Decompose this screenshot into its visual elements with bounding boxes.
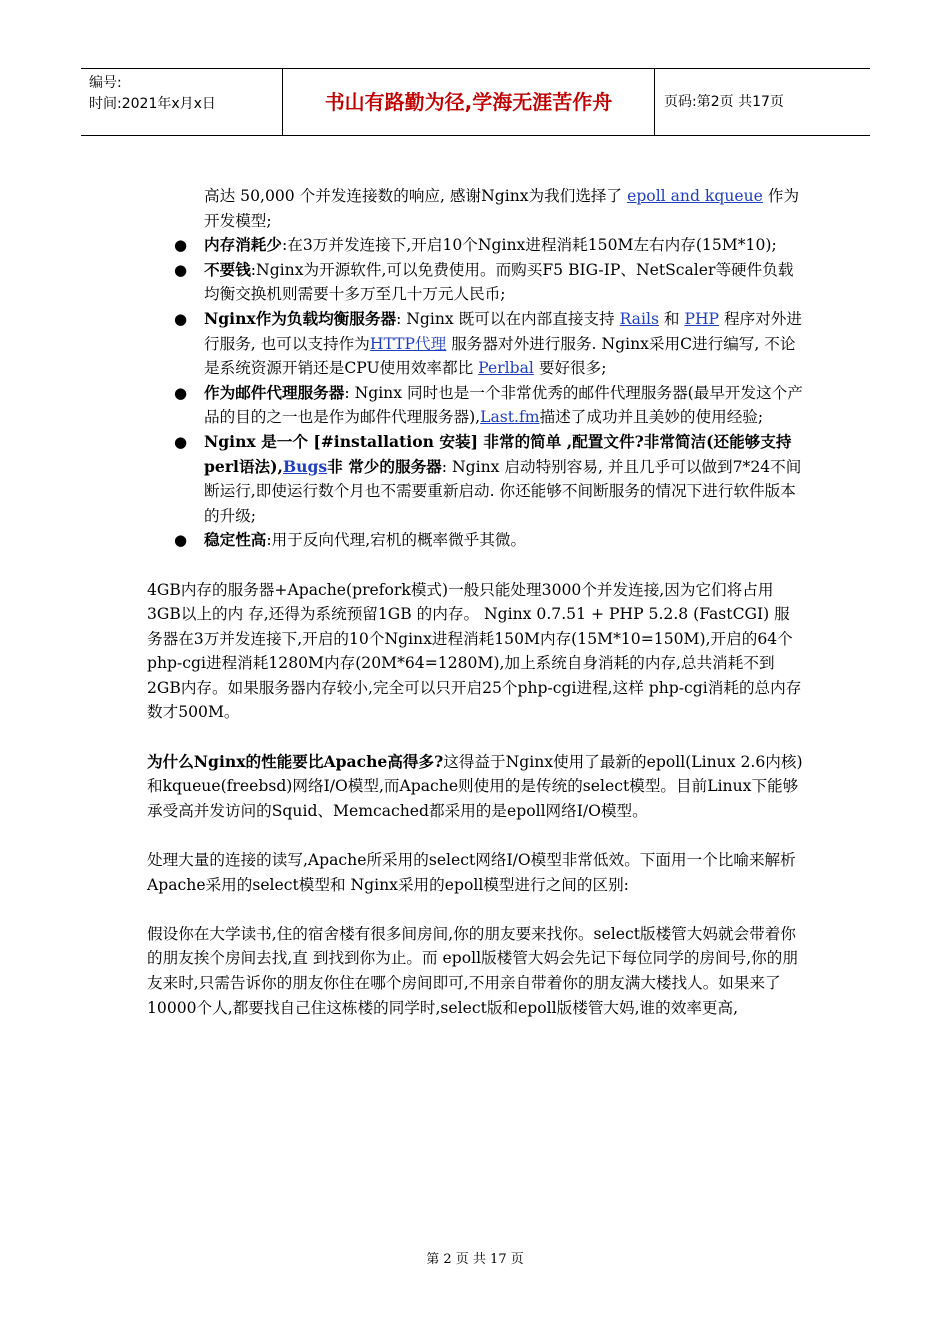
bullet-icon: ● xyxy=(174,236,188,255)
list-item xyxy=(204,184,803,233)
link-perlbal[interactable]: Perlbal xyxy=(478,359,534,378)
text: : Nginx 既可以在内部直接支持 xyxy=(396,309,620,328)
header-page-number: 页码:第2页 共17页 xyxy=(664,94,784,110)
item-heading: 作为邮件代理服务器 xyxy=(204,382,345,402)
text: 高达 50,000 个并发连接数的响应, 感谢Nginx为我们选择了 xyxy=(204,187,628,205)
list-item xyxy=(174,528,803,553)
item-heading: Nginx 是一个 [#installation 安装] 非常的简单 ,配置文件?非常简洁(还能够支持perl语法), xyxy=(204,431,792,476)
header-motto: 书山有路勤为径,学海无涯苦作舟 xyxy=(283,69,655,135)
paragraph-select-model: 处理大量的连接的读写,Apache所采用的select网络I/O模型非常低效。下面用一个比喻来解析Apache采用的select模型和 Nginx采用的epoll模型进行之间的区别: xyxy=(147,851,796,894)
text: :Nginx为开源软件,可以免费使用。而购买F5 BIG-IP、NetScaler等硬件负载均衡交换机则需要十多万至几十万元人民币; xyxy=(204,260,794,304)
item-heading: 稳定性高 xyxy=(204,530,267,550)
document-body xyxy=(147,184,803,1020)
item-heading: 非 常少的服务器 xyxy=(327,456,442,476)
list-item xyxy=(174,430,803,528)
item-heading: Nginx作为负载均衡服务器 xyxy=(204,308,397,328)
paragraph-memory: 4GB内存的服务器+Apache(prefork模式)一般只能处理3000个并发连接,因为它们将占用3GB以上的内 存,还得为系统预留1GB 的内存。 Nginx 0.7.51 + PHP 5.2.8 (FastCGI) 服务器在3万并发连接下,开启的10个Nginx进程消耗150M内存(15M*10=150M),开启的64个php-cgi进程消耗1280M内存(20M*64=1280M),加上系统自身消耗的内存,总共消耗不到2GB内存。如果服务器内存较小,完全可以只开启25个php-cgi进程,这样 php-cgi消耗的总内存数才500M。 xyxy=(147,580,802,722)
bullet-icon: ● xyxy=(174,383,188,402)
text: :在3万并发连接下,开启10个Nginx进程消耗150M左右内存(15M*10); xyxy=(281,236,777,255)
link-php[interactable]: PHP xyxy=(684,309,720,328)
text: 要好很多; xyxy=(533,359,607,378)
text: : Nginx 同时也是一个非常优秀的邮件代理服务器(最早开发这个产品的目的之一也是作为邮件代理服务器), xyxy=(204,383,803,427)
list-item xyxy=(174,258,803,307)
page-footer: 第 2 页 共 17 页 xyxy=(426,1252,524,1267)
paragraph-heading: 为什么Nginx的性能要比Apache高得多? xyxy=(147,751,444,771)
paragraph-performance xyxy=(147,750,803,824)
doc-code-label: 编号: xyxy=(89,75,122,91)
page-header xyxy=(81,68,870,136)
list-item xyxy=(174,381,803,430)
text: 这得益于Nginx使用了最新的epoll(Linux 2.6内核)和kqueue(freebsd)网络I/O模型,而Apache则使用的是传统的select模型。目前Linux下能够承受高并发访问的Squid、Memcached都采用的是epoll网络I/O模型。 xyxy=(147,752,803,820)
link-http-proxy[interactable]: HTTP代理 xyxy=(369,334,447,353)
link-lastfm[interactable]: Last.fm xyxy=(480,408,540,427)
text: 服务器对外进行服务. Nginx采用C进行编写, 不论是系统资源开销还是CPU使用效率都比 xyxy=(204,334,796,378)
text: :用于反向代理,宕机的概率微乎其微。 xyxy=(266,531,527,550)
link-bugs[interactable]: Bugs xyxy=(282,456,328,476)
text: : Nginx 启动特别容易, 并且几乎可以做到7*24不间断运行,即使运行数个月也不需要重新启动. 你还能够不间断服务的情况下进行软件版本的升级; xyxy=(204,457,802,525)
bullet-icon: ● xyxy=(174,309,188,328)
feature-list xyxy=(147,184,803,553)
item-heading: 内存消耗少 xyxy=(204,235,282,255)
text: 程序对外进行服务, 也可以支持作为 xyxy=(204,309,802,353)
item-heading: 不要钱 xyxy=(204,259,251,279)
bullet-icon: ● xyxy=(174,531,188,550)
link-rails[interactable]: Rails xyxy=(619,309,659,328)
bullet-icon: ● xyxy=(174,260,188,279)
bullet-icon: ● xyxy=(174,432,188,451)
header-meta xyxy=(81,69,283,135)
list-item xyxy=(174,307,803,381)
text: 描述了成功并且美妙的使用经验; xyxy=(539,408,764,427)
text: 和 xyxy=(658,309,685,328)
list-item xyxy=(174,233,803,258)
link-epoll-kqueue[interactable]: epoll and kqueue xyxy=(627,187,763,205)
text: 作为开发模型; xyxy=(204,187,800,230)
paragraph-analogy: 假设你在大学读书,住的宿舍楼有很多间房间,你的朋友要来找你。select版楼管大妈就会带着你的朋友挨个房间去找,直 到找到你为止。而 epoll版楼管大妈会先记下每位同学的房间号,你的朋友来时,只需告诉你的朋友你住在哪个房间即可,不用亲自带着你的朋友满大楼找人。如果来了 10000个人,都要找自己住这栋楼的同学时,select版和epoll版楼管大妈,谁的效率更高, xyxy=(147,924,798,1017)
doc-time-label: 时间:2021年x月x日 xyxy=(89,96,216,112)
